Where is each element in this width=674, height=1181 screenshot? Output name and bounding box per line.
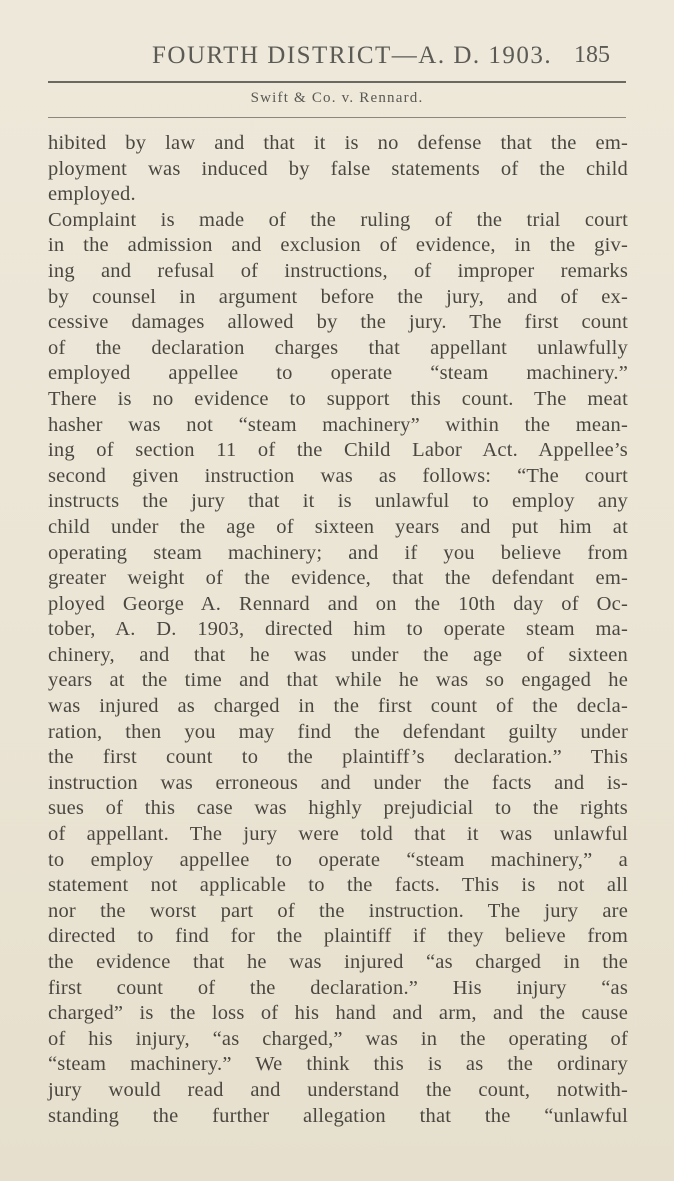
text-line: statement not applicable to the facts. This is not all xyxy=(48,874,628,897)
text-line: first count of the declaration.” His injury “as xyxy=(48,976,628,999)
text-line: ployed George A. Rennard and on the 10th day of Oc- xyxy=(48,592,628,615)
header-rule-bottom xyxy=(48,117,626,118)
running-head xyxy=(0,36,674,76)
text-line: was injured as charged in the first count of the decla- xyxy=(48,695,628,718)
text-line: charged” is the loss of his hand and arm, and the cause xyxy=(48,1002,628,1025)
text-line: to employ appellee to operate “steam machinery,” a xyxy=(48,848,628,871)
text-line: nor the worst part of the instruction. The jury are xyxy=(48,899,628,922)
text-line: by counsel in argument before the jury, and of ex- xyxy=(48,285,628,308)
text-line: sues of this case was highly prejudicial to the rights xyxy=(48,797,628,820)
text-line: greater weight of the evidence, that the defendant em- xyxy=(48,567,628,590)
text-line: years at the time and that while he was so engaged he xyxy=(48,669,628,692)
text-line: There is no evidence to support this count. The meat xyxy=(48,387,628,410)
text-line: employed appellee to operate “steam machinery.” xyxy=(48,362,628,385)
text-line: Complaint is made of the ruling of the trial court xyxy=(48,208,628,231)
running-title: FOURTH DISTRICT—A. D. 1903. xyxy=(152,42,553,69)
text-line: hasher was not “steam machinery” within the mean- xyxy=(48,413,628,436)
body-text xyxy=(48,131,628,1129)
header-rule-top xyxy=(48,81,626,83)
text-line: ing and refusal of instructions, of improper remarks xyxy=(48,259,628,282)
text-line: standing the further allegation that the “unlawful xyxy=(48,1104,628,1127)
text-line: directed to find for the plaintiff if they believe from xyxy=(48,925,628,948)
text-line: jury would read and understand the count, notwith- xyxy=(48,1078,628,1101)
text-line: the first count to the plaintiff’s declaration.” This xyxy=(48,746,628,769)
text-line: ployment was induced by false statements of the child xyxy=(48,157,628,180)
text-line: in the admission and exclusion of evidence, in the giv- xyxy=(48,234,628,257)
text-line: hibited by law and that it is no defense that the em- xyxy=(48,132,628,154)
text-line: tober, A. D. 1903, directed him to operate steam ma- xyxy=(48,618,628,641)
text-line: of appellant. The jury were told that it was unlawful xyxy=(48,823,628,846)
text-line: ration, then you may find the defendant guilty under xyxy=(48,720,628,743)
text-line: child under the age of sixteen years and put him at xyxy=(48,515,628,538)
text-line: operating steam machinery; and if you believe from xyxy=(48,541,628,564)
text-line: instruction was erroneous and under the facts and is- xyxy=(48,771,628,794)
text-line: employed. xyxy=(48,183,136,206)
text-line: “steam machinery.” We think this is as the ordinary xyxy=(48,1053,628,1076)
text-line: ing of section 11 of the Child Labor Act. Appellee’s xyxy=(48,439,628,462)
text-line: chinery, and that he was under the age of sixteen xyxy=(48,643,628,666)
text-line: the evidence that he was injured “as charged in the xyxy=(48,951,628,973)
text-line: of his injury, “as charged,” was in the operating of xyxy=(48,1027,628,1050)
text-line: of the declaration charges that appellant unlawfully xyxy=(48,336,628,359)
text-line: instructs the jury that it is unlawful to employ any xyxy=(48,490,628,513)
page-number: 185 xyxy=(574,42,610,68)
text-line: second given instruction was as follows: “The court xyxy=(48,464,628,487)
text-line: cessive damages allowed by the jury. The first count xyxy=(48,311,628,334)
case-name: Swift & Co. v. Rennard. xyxy=(250,90,424,106)
